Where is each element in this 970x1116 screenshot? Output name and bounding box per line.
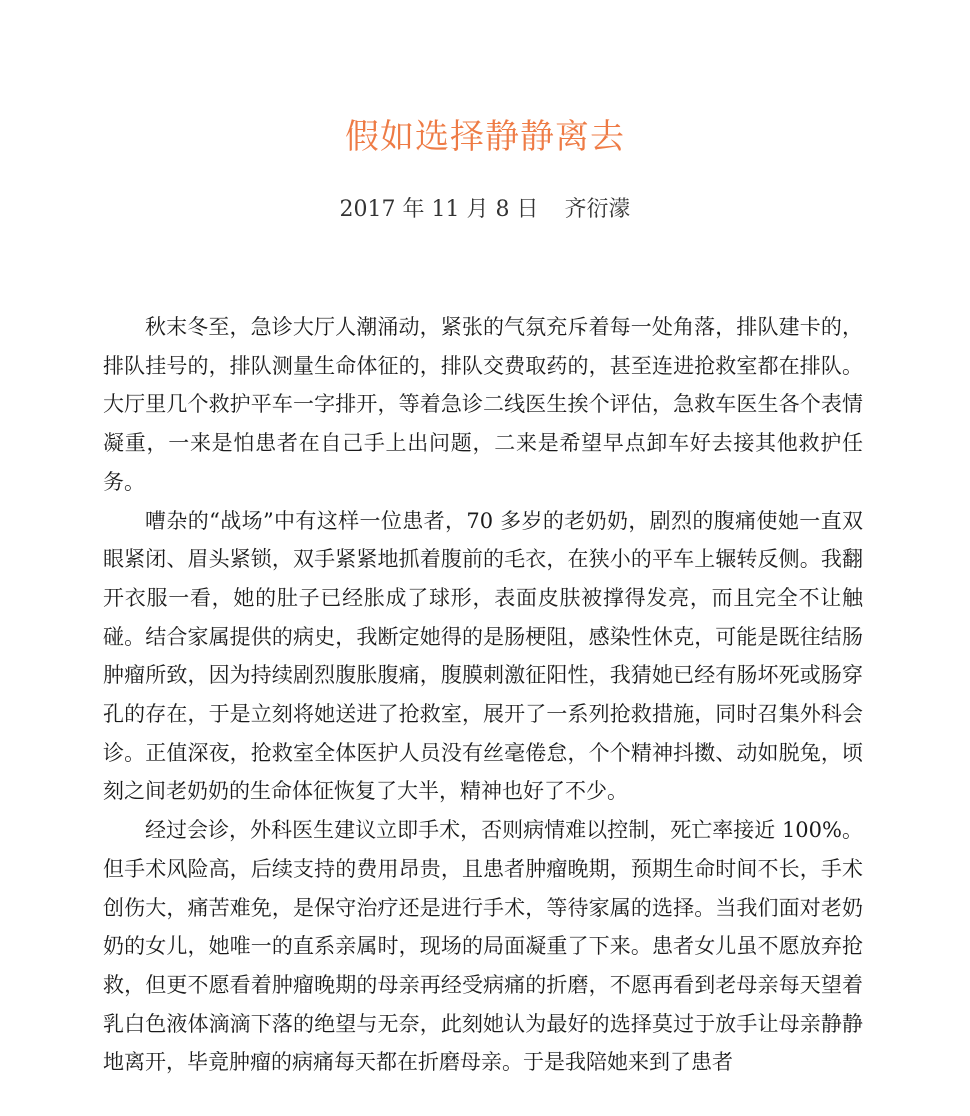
article-author: 齐衍濛 <box>564 197 631 222</box>
article-date: 2017 年 11 月 8 日 <box>339 197 539 222</box>
article-body <box>103 308 863 1082</box>
paragraph: 嘈杂的“战场”中有这样一位患者，70 多岁的老奶奶，剧烈的腹痛使她一直双眼紧闭、眉头紧锁，双手紧紧地抓着腹前的毛衣，在狭小的平车上辗转反侧。我翻开衣服一看，她的肚子已经胀成了球形，表面皮肤被撑得发亮，而且完全不让触碰。结合家属提供的病史，我断定她得的是肠梗阻，感染性休克，可能是既往结肠肿瘤所致，因为持续剧烈腹胀腹痛，腹膜刺激征阳性，我猜她已经有肠坏死或肠穿孔的存在，于是立刻将她送进了抢救室，展开了一系列抢救措施，同时召集外科会诊。正值深夜，抢救室全体医护人员没有丝毫倦怠，个个精神抖擞、动如脱兔，顷刻之间老奶奶的生命体征恢复了大半，精神也好了不少。 <box>103 508 863 804</box>
paragraph: 秋末冬至，急诊大厅人潮涌动，紧张的气氛充斥着每一处角落，排队建卡的，排队挂号的，排队测量生命体征的，排队交费取药的，甚至连进抢救室都在排队。大厅里几个救护平车一字排开，等着急诊二线医生挨个评估，急救车医生各个表情凝重，一来是怕患者在自己手上出问题，二来是希望早点卸车好去接其他救护任务。 <box>103 315 863 494</box>
article-title: 假如选择静静离去 <box>345 117 625 157</box>
paragraph: 经过会诊，外科医生建议立即手术，否则病情难以控制，死亡率接近 100%。但手术风险高，后续支持的费用昂贵，且患者肿瘤晚期，预期生命时间不长，手术创伤大，痛苦难免，是保守治疗还是进行手术，等待家属的选择。当我们面对老奶奶的女儿，她唯一的直系亲属时，现场的局面凝重了下来。患者女儿虽不愿放弃抢救，但更不愿看着肿瘤晚期的母亲再经受病痛的折磨，不愿再看到老母亲每天望着乳白色液体滴滴下落的绝望与无奈，此刻她认为最好的选择莫过于放手让母亲静静地离开，毕竟肿瘤的病痛每天都在折磨母亲。于是我陪她来到了患者 <box>103 818 863 1075</box>
article-byline <box>0 192 970 228</box>
